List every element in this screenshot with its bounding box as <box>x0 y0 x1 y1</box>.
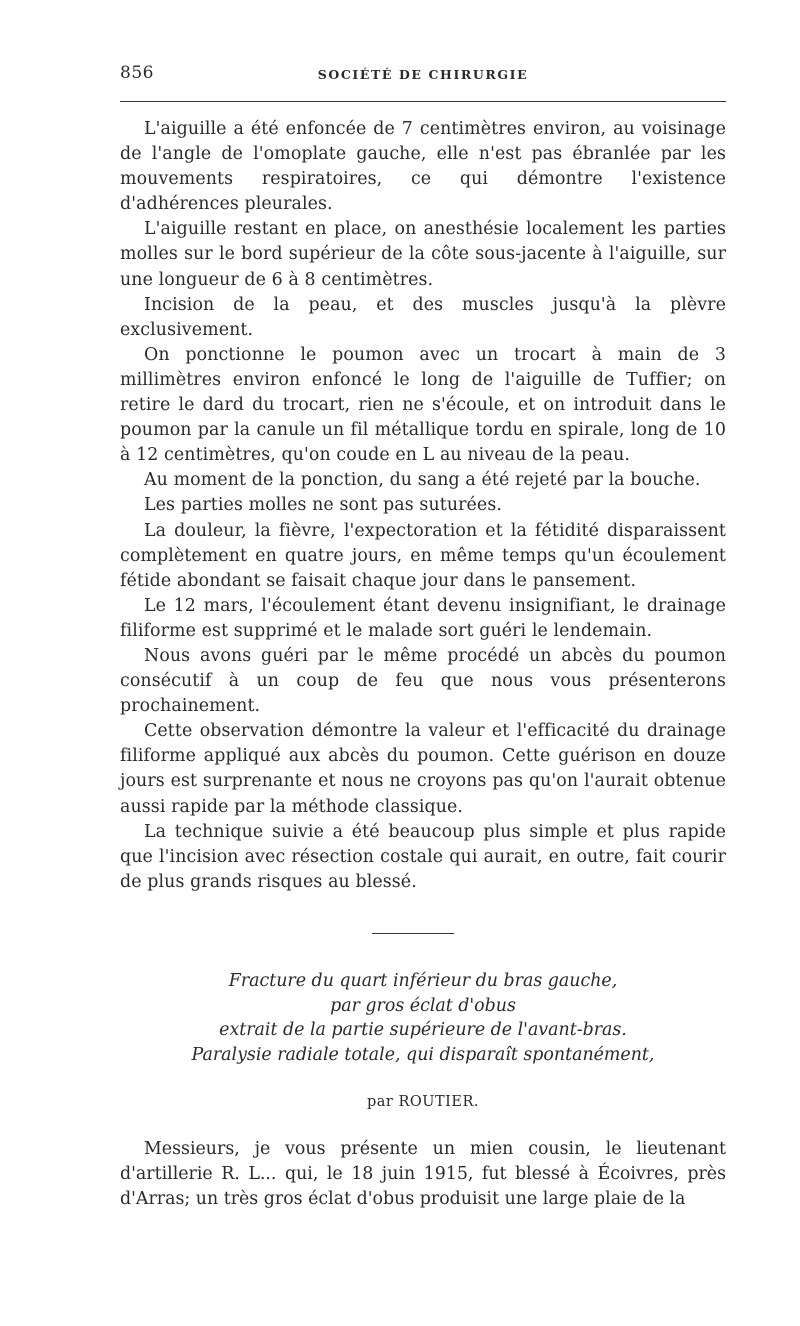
paragraph: On ponctionne le poumon avec un trocart à main de 3 millimètres environ enfoncé le long de l'aiguille de Tuffier; on retire le dard du trocart, rien ne s'écoule, et on introduit dans le poumon par la canule un fil métallique tordu en spirale, long de 10 à 12 centimètres, qu'on coude en L au niveau de la peau. <box>120 344 726 466</box>
paragraph: Messieurs, je vous présente un mien cousin, le lieutenant d'artillerie R. L... qui, le 18 juin 1915, fut blessé à Écoivres, près d'Arras; un très gros éclat d'obus produisit une large plaie de la <box>120 1139 726 1210</box>
header-rule <box>120 101 726 102</box>
paragraph: La douleur, la fièvre, l'expectoration et la fétidité disparaissent complètement en quatre jours, en même temps qu'un écoulement fétide abondant se faisait chaque jour dans le pansement. <box>120 520 726 591</box>
running-head <box>120 63 726 89</box>
paragraph: L'aiguille a été enfoncée de 7 centimètres environ, au voisinage de l'angle de l'omoplate gauche, elle n'est pas ébranlée par les mouvements respiratoires, ce qui démontre l'existence d'adhérences pleurales. <box>120 119 726 215</box>
case-report-text <box>120 117 726 895</box>
title-line: extrait de la partie supérieure de l'avant-bras. <box>219 1020 627 1040</box>
title-line: Paralysie radiale totale, qui disparaît spontanément, <box>191 1044 655 1065</box>
paragraph: Les parties molles ne sont pas suturées. <box>144 495 502 516</box>
running-title: SOCIÉTÉ DE CHIRURGIE <box>317 67 529 82</box>
paragraph: La technique suivie a été beaucoup plus simple et plus rapide que l'incision avec résection costale qui aurait, en outre, fait courir de plus grands risques au blessé. <box>120 821 726 892</box>
paragraph: Cette observation démontre la valeur et l'efficacité du drainage filiforme appliqué aux abcès du poumon. Cette guérison en douze jours est surprenante et nous ne croyons pas qu'on l'aurait obtenue aussi rapide par la méthode classique. <box>120 721 726 817</box>
byline: par ROUTIER. <box>366 1094 479 1110</box>
paragraph: Nous avons guéri par le même procédé un abcès du poumon consécutif à un coup de feu que nous vous présenterons prochainement. <box>120 645 726 717</box>
article-title <box>120 969 726 1067</box>
paragraph: Incision de la peau, et des muscles jusqu'à la plèvre exclusivement. <box>120 294 726 340</box>
paragraph: Au moment de la ponction, du sang a été rejeté par la bouche. <box>144 470 701 491</box>
article-body <box>120 1137 726 1212</box>
page-number: 856 <box>120 63 154 83</box>
paragraph: L'aiguille restant en place, on anesthésie localement les parties molles sur le bord supérieur de la côte sous-jacente à l'aiguille, sur une longueur de 6 à 8 centimètres. <box>120 219 726 290</box>
title-line: Fracture du quart inférieur du bras gauche, <box>228 971 618 991</box>
title-line: par gros éclat d'obus <box>330 995 516 1016</box>
paragraph: Le 12 mars, l'écoulement étant devenu insignifiant, le drainage filiforme est supprimé et le malade sort guéri le lendemain. <box>120 595 726 641</box>
section-divider <box>372 933 454 934</box>
